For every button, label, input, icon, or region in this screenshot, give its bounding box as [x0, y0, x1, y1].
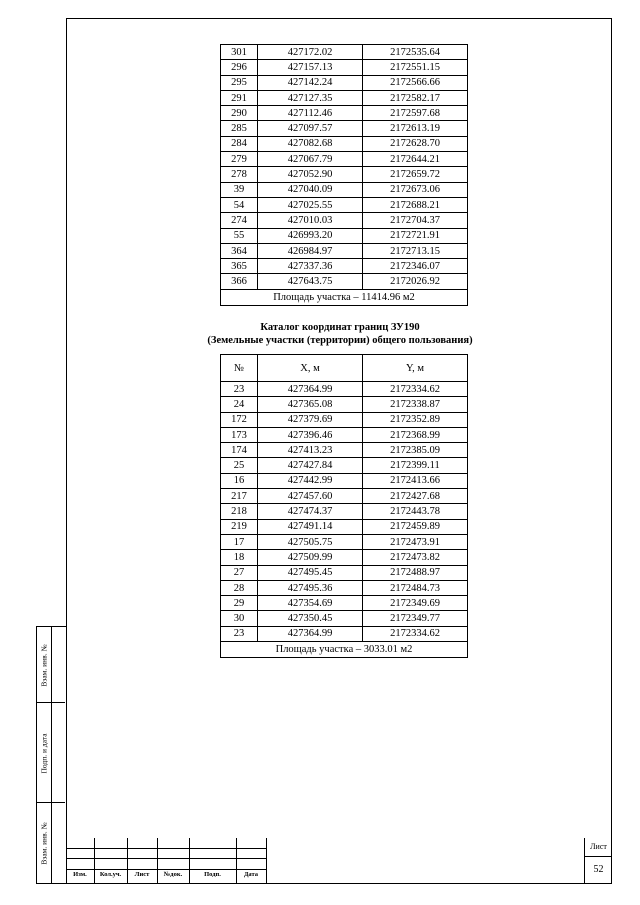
y-coordinate: 2172349.69	[363, 596, 468, 611]
point-number: 278	[221, 167, 258, 182]
point-number: 18	[221, 550, 258, 565]
x-coordinate: 427442.99	[258, 473, 363, 488]
x-coordinate: 427354.69	[258, 596, 363, 611]
x-coordinate: 427067.79	[258, 152, 363, 167]
title-block-grid	[66, 838, 266, 884]
table-row	[221, 611, 468, 626]
header-cell: X, м	[258, 355, 363, 382]
sheet-box	[584, 838, 612, 884]
y-coordinate: 2172473.91	[363, 534, 468, 549]
point-number: 16	[221, 473, 258, 488]
point-number: 174	[221, 443, 258, 458]
table-row	[221, 550, 468, 565]
table-row	[221, 489, 468, 504]
table-row	[221, 534, 468, 549]
point-number: 24	[221, 397, 258, 412]
y-coordinate: 2172535.64	[363, 45, 468, 60]
x-coordinate: 427142.24	[258, 75, 363, 90]
y-coordinate: 2172427.68	[363, 489, 468, 504]
point-number: 54	[221, 197, 258, 212]
point-number: 301	[221, 45, 258, 60]
y-coordinate: 2172352.89	[363, 412, 468, 427]
point-number: 23	[221, 382, 258, 397]
y-coordinate: 2172582.17	[363, 90, 468, 105]
x-coordinate: 427495.36	[258, 580, 363, 595]
col-list: Лист	[134, 871, 150, 878]
x-coordinate: 427474.37	[258, 504, 363, 519]
table-row	[221, 75, 468, 90]
point-number: 284	[221, 136, 258, 151]
x-coordinate: 427427.84	[258, 458, 363, 473]
table-row	[221, 167, 468, 182]
point-number: 25	[221, 458, 258, 473]
side-label-3: Взам. инв. №	[38, 803, 52, 883]
table-row	[221, 243, 468, 258]
y-coordinate: 2172704.37	[363, 213, 468, 228]
point-number: 29	[221, 596, 258, 611]
y-coordinate: 2172566.66	[363, 75, 468, 90]
y-coordinate: 2172484.73	[363, 580, 468, 595]
x-coordinate: 427396.46	[258, 427, 363, 442]
x-coordinate: 427364.99	[258, 626, 363, 641]
side-label-1: Взам. инв. №	[38, 627, 52, 703]
sheet-number: 52	[593, 864, 604, 875]
x-coordinate: 427040.09	[258, 182, 363, 197]
point-number: 28	[221, 580, 258, 595]
x-coordinate: 427127.35	[258, 90, 363, 105]
table-row	[221, 504, 468, 519]
point-number: 219	[221, 519, 258, 534]
catalog-title-line2: (Земельные участки (территории) общего пользования)	[207, 335, 473, 346]
table-row	[221, 121, 468, 136]
point-number: 217	[221, 489, 258, 504]
catalog-title-line1: Каталог координат границ ЗУ190	[260, 322, 420, 333]
point-number: 285	[221, 121, 258, 136]
table-header	[221, 355, 468, 382]
area-row	[221, 642, 468, 658]
col-podp: Подп.	[204, 871, 221, 878]
y-coordinate: 2172385.09	[363, 443, 468, 458]
x-coordinate: 427112.46	[258, 106, 363, 121]
table-row	[221, 45, 468, 60]
y-coordinate: 2172713.15	[363, 243, 468, 258]
x-coordinate: 427025.55	[258, 197, 363, 212]
area-value: Площадь участка – 11414.96 м2	[221, 289, 468, 305]
col-ndok: №док.	[163, 871, 183, 878]
x-coordinate: 427364.99	[258, 382, 363, 397]
y-coordinate: 2172346.07	[363, 259, 468, 274]
table-row	[221, 382, 468, 397]
x-coordinate: 427495.45	[258, 565, 363, 580]
coords-table-1	[220, 44, 468, 306]
x-coordinate: 427509.99	[258, 550, 363, 565]
point-number: 30	[221, 611, 258, 626]
table-row	[221, 458, 468, 473]
table-row	[221, 412, 468, 427]
y-coordinate: 2172349.77	[363, 611, 468, 626]
table-row	[221, 443, 468, 458]
col-data: Дата	[243, 871, 259, 878]
col-izm: Изм.	[73, 871, 87, 878]
table-row	[221, 626, 468, 641]
point-number: 39	[221, 182, 258, 197]
side-strip	[36, 626, 66, 884]
table-row	[221, 580, 468, 595]
point-number: 291	[221, 90, 258, 105]
point-number: 274	[221, 213, 258, 228]
point-number: 279	[221, 152, 258, 167]
y-coordinate: 2172459.89	[363, 519, 468, 534]
x-coordinate: 427505.75	[258, 534, 363, 549]
table-row	[221, 397, 468, 412]
point-number: 365	[221, 259, 258, 274]
y-coordinate: 2172721.91	[363, 228, 468, 243]
x-coordinate: 426993.20	[258, 228, 363, 243]
y-coordinate: 2172659.72	[363, 167, 468, 182]
table-row	[221, 427, 468, 442]
y-coordinate: 2172597.68	[363, 106, 468, 121]
y-coordinate: 2172338.87	[363, 397, 468, 412]
x-coordinate: 427082.68	[258, 136, 363, 151]
table-row	[221, 213, 468, 228]
table-row	[221, 228, 468, 243]
y-coordinate: 2172399.11	[363, 458, 468, 473]
point-number: 295	[221, 75, 258, 90]
x-coordinate: 427413.23	[258, 443, 363, 458]
point-number: 27	[221, 565, 258, 580]
coords-table-2	[220, 354, 468, 658]
area-row	[221, 289, 468, 305]
x-coordinate: 427350.45	[258, 611, 363, 626]
table-row	[221, 197, 468, 212]
y-coordinate: 2172688.21	[363, 197, 468, 212]
point-number: 173	[221, 427, 258, 442]
table-row	[221, 182, 468, 197]
table-row	[221, 60, 468, 75]
x-coordinate: 427097.57	[258, 121, 363, 136]
y-coordinate: 2172551.15	[363, 60, 468, 75]
x-coordinate: 427157.13	[258, 60, 363, 75]
point-number: 23	[221, 626, 258, 641]
header-cell: Y, м	[363, 355, 468, 382]
sheet-label: Лист	[585, 838, 612, 857]
y-coordinate: 2172413.66	[363, 473, 468, 488]
side-label-2: Подп. и дата	[38, 703, 52, 803]
y-coordinate: 2172368.99	[363, 427, 468, 442]
y-coordinate: 2172334.62	[363, 626, 468, 641]
table-row	[221, 565, 468, 580]
point-number: 172	[221, 412, 258, 427]
title-block	[66, 838, 612, 884]
table-row	[221, 136, 468, 151]
y-coordinate: 2172443.78	[363, 504, 468, 519]
y-coordinate: 2172628.70	[363, 136, 468, 151]
x-coordinate: 427365.08	[258, 397, 363, 412]
x-coordinate: 427379.69	[258, 412, 363, 427]
table-row	[221, 259, 468, 274]
y-coordinate: 2172334.62	[363, 382, 468, 397]
x-coordinate: 427643.75	[258, 274, 363, 289]
table-row	[221, 152, 468, 167]
table-row	[221, 596, 468, 611]
catalog-title	[140, 321, 540, 347]
point-number: 55	[221, 228, 258, 243]
y-coordinate: 2172473.82	[363, 550, 468, 565]
y-coordinate: 2172026.92	[363, 274, 468, 289]
point-number: 364	[221, 243, 258, 258]
table-row	[221, 519, 468, 534]
point-number: 366	[221, 274, 258, 289]
point-number: 218	[221, 504, 258, 519]
x-coordinate: 427337.36	[258, 259, 363, 274]
col-kol-uch: Кол.уч.	[99, 871, 122, 878]
area-value: Площадь участка – 3033.01 м2	[221, 642, 468, 658]
x-coordinate: 427010.03	[258, 213, 363, 228]
y-coordinate: 2172613.19	[363, 121, 468, 136]
x-coordinate: 427491.14	[258, 519, 363, 534]
point-number: 17	[221, 534, 258, 549]
table-row	[221, 90, 468, 105]
y-coordinate: 2172673.06	[363, 182, 468, 197]
x-coordinate: 427172.02	[258, 45, 363, 60]
table-row	[221, 106, 468, 121]
point-number: 290	[221, 106, 258, 121]
point-number: 296	[221, 60, 258, 75]
table-row	[221, 473, 468, 488]
y-coordinate: 2172644.21	[363, 152, 468, 167]
x-coordinate: 427457.60	[258, 489, 363, 504]
x-coordinate: 426984.97	[258, 243, 363, 258]
y-coordinate: 2172488.97	[363, 565, 468, 580]
table-row	[221, 274, 468, 289]
title-block-main	[266, 838, 584, 884]
x-coordinate: 427052.90	[258, 167, 363, 182]
header-cell: №	[221, 355, 258, 382]
